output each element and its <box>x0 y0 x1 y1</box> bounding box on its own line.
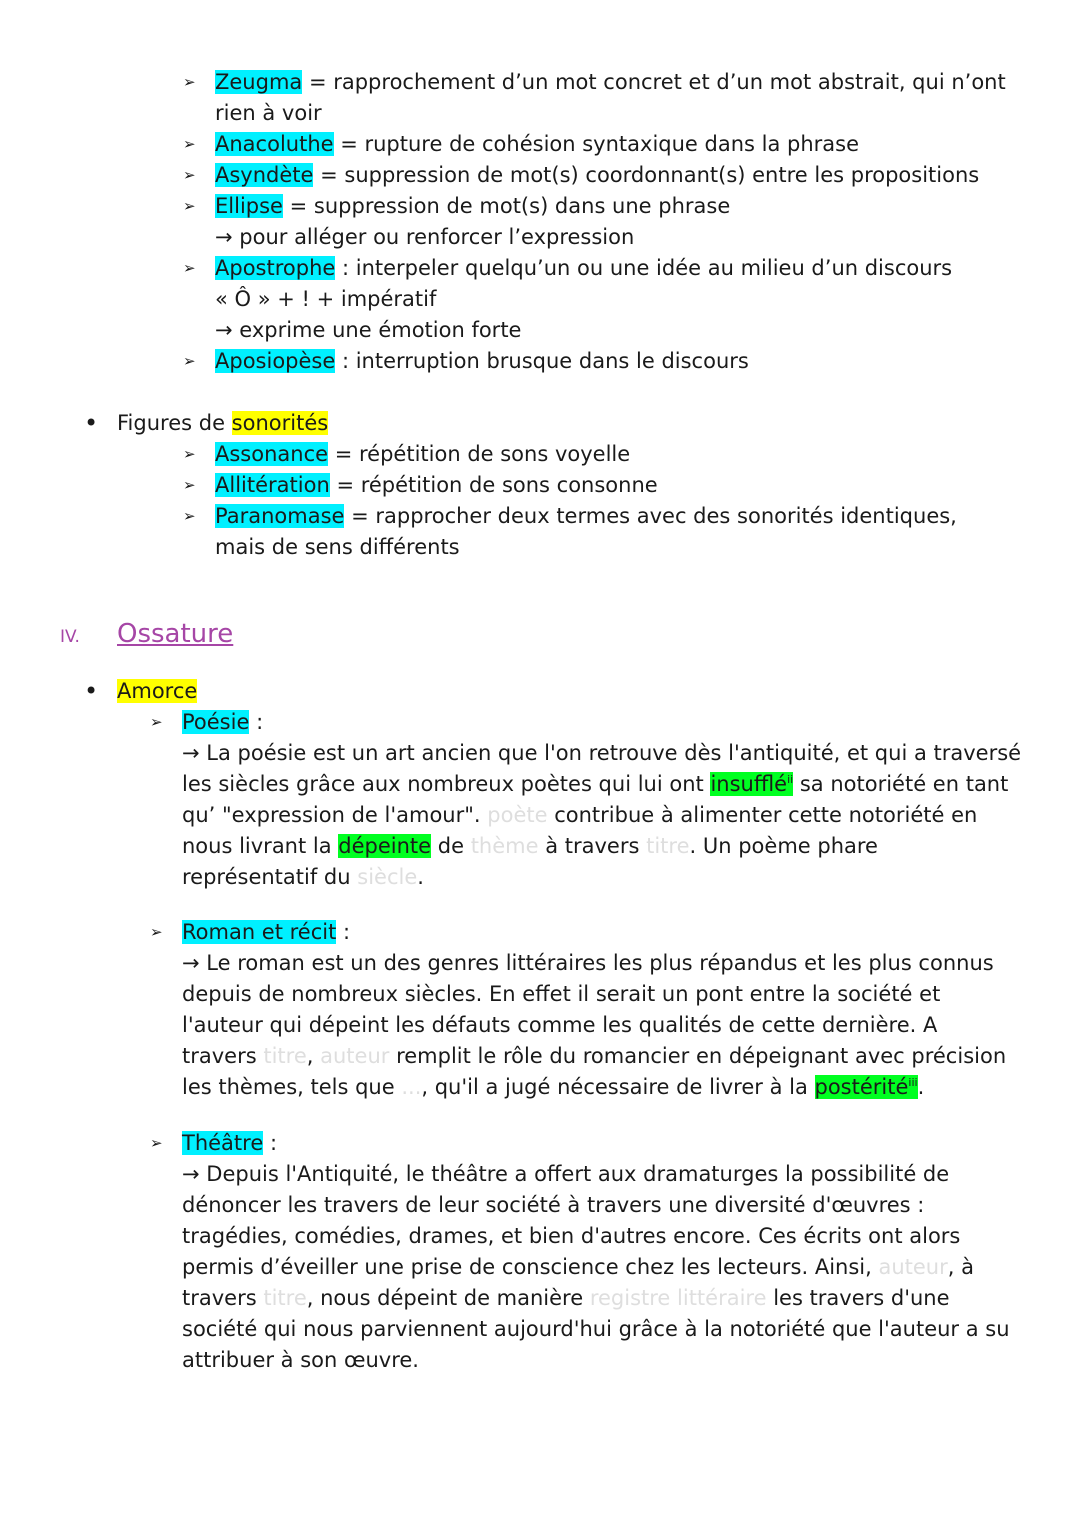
roman-line-5 <box>182 1072 924 1103</box>
ellipse-note: → pour alléger ou renforcer l’expression <box>215 225 635 249</box>
def-anacoluthe: = rupture de cohésion syntaxique dans la phrase <box>333 132 860 156</box>
footnote-ref: ii <box>787 773 794 786</box>
arrow-bullet: ➢ <box>150 923 163 941</box>
text: les travers d'une <box>766 1286 950 1310</box>
apostrophe-note-2: → exprime une émotion forte <box>215 318 522 342</box>
arrow-bullet: ➢ <box>183 352 196 370</box>
roman-line-1: → Le roman est un des genres littéraires les plus répandus et les plus connus <box>182 951 994 975</box>
arrow-bullet: ➢ <box>150 713 163 731</box>
roman-line-3: l'auteur qui dépeint les défauts comme les qualités de cette dernière. A <box>182 1013 938 1037</box>
placeholder-titre: titre <box>263 1286 307 1310</box>
bullet-dot: • <box>84 677 99 705</box>
text: les thèmes, tels que <box>182 1075 402 1099</box>
item-paronomase <box>215 501 957 532</box>
roman-heading <box>182 917 350 948</box>
placeholder-ellipsis: ... <box>401 1075 422 1099</box>
term-alliteration: Allitération <box>215 473 330 497</box>
theatre-label: Théâtre <box>182 1131 264 1155</box>
text: . Un poème phare <box>689 834 878 858</box>
text: qu’ "expression de l'amour". <box>182 803 488 827</box>
placeholder-theme: thème <box>470 834 539 858</box>
arrow-bullet: ➢ <box>183 197 196 215</box>
term-apostrophe: Apostrophe <box>215 256 336 280</box>
theatre-line-1: → Depuis l'Antiquité, le théâtre a offert aux dramaturges la possibilité de <box>182 1162 950 1186</box>
placeholder-registre: registre littéraire <box>589 1286 767 1310</box>
def-alliteration: = répétition de sons consonne <box>329 473 658 497</box>
arrow-bullet: ➢ <box>183 73 196 91</box>
def-paronomase: = rapprocher deux termes avec des sonorités identiques, <box>344 504 957 528</box>
text: les siècles grâce aux nombreux poètes qui lui ont <box>182 772 711 796</box>
text: , qu'il a jugé nécessaire de livrer à la <box>421 1075 815 1099</box>
text: de <box>431 834 471 858</box>
arrow-bullet: ➢ <box>183 259 196 277</box>
footnote-ref: iii <box>908 1076 918 1089</box>
text: contribue à alimenter cette notoriété en <box>547 803 978 827</box>
placeholder-auteur: auteur <box>878 1255 948 1279</box>
arrow-bullet: ➢ <box>183 476 196 494</box>
poesie-line-2 <box>182 769 1008 800</box>
vocab-word: postérité <box>814 1075 909 1099</box>
theatre-line-2: dénoncer les travers de leur société à travers une diversité d'œuvres : <box>182 1193 925 1217</box>
term-ellipse: Ellipse <box>215 194 283 218</box>
amorce-heading <box>117 676 197 707</box>
def-assonance: = répétition de sons voyelle <box>328 442 631 466</box>
vocab-word: insufflé <box>710 772 788 796</box>
text: . <box>917 1075 925 1099</box>
sonorites-prefix: Figures de <box>117 411 232 435</box>
item-zeugma <box>215 67 1006 98</box>
placeholder-titre: titre <box>646 834 690 858</box>
term-anacoluthe: Anacoluthe <box>215 132 334 156</box>
theatre-line-4 <box>182 1252 974 1283</box>
poesie-line-3 <box>182 800 977 831</box>
item-anacoluthe <box>215 129 859 160</box>
text: remplit le rôle du romancier en dépeignant avec précision <box>389 1044 1007 1068</box>
placeholder-siecle: siècle <box>357 865 418 889</box>
text: permis d’éveiller une prise de conscience chez les lecteurs. Ainsi, <box>182 1255 879 1279</box>
apostrophe-note-1: « Ô » + ! + impératif <box>215 287 437 311</box>
theatre-line-6: société qui nous parviennent aujourd'hui grâce à la notoriété que l'auteur a su <box>182 1317 1010 1341</box>
bullet-dot: • <box>84 409 99 437</box>
def-ellipse: = suppression de mot(s) dans une phrase <box>282 194 731 218</box>
text: à travers <box>538 834 647 858</box>
theatre-line-7: attribuer à son œuvre. <box>182 1348 419 1372</box>
vocab-insuffle <box>710 772 793 796</box>
theatre-line-3: tragédies, comédies, drames, et bien d'autres encore. Ces écrits ont alors <box>182 1224 961 1248</box>
def-aposiopese: : interruption brusque dans le discours <box>335 349 749 373</box>
text: sa notoriété en tant <box>793 772 1009 796</box>
def-asyndete: = suppression de mot(s) coordonnant(s) entre les propositions <box>313 163 980 187</box>
term-zeugma: Zeugma <box>215 70 303 94</box>
item-aposiopese <box>215 346 749 377</box>
text: , nous dépeint de manière <box>306 1286 590 1310</box>
poesie-line-4 <box>182 831 878 862</box>
arrow-bullet: ➢ <box>183 166 196 184</box>
text: , à <box>947 1255 974 1279</box>
text: nous livrant la <box>182 834 339 858</box>
item-asyndete <box>215 160 979 191</box>
section-number: IV. <box>60 627 80 647</box>
term-asyndete: Asyndète <box>215 163 314 187</box>
text: travers <box>182 1044 264 1068</box>
def-paronomase-cont: mais de sens différents <box>215 535 460 559</box>
placeholder-poete: poète <box>487 803 548 827</box>
theatre-heading <box>182 1128 277 1159</box>
sonorites-heading <box>117 408 328 439</box>
def-zeugma: = rapprochement d’un mot concret et d’un mot abstrait, qui n’ont <box>302 70 1006 94</box>
text: . <box>417 865 424 889</box>
text: représentatif du <box>182 865 358 889</box>
item-alliteration <box>215 470 658 501</box>
roman-line-2: depuis de nombreux siècles. En effet il serait un pont entre la société et <box>182 982 941 1006</box>
poesie-label: Poésie <box>182 710 250 734</box>
def-zeugma-cont: rien à voir <box>215 101 322 125</box>
text: , <box>306 1044 321 1068</box>
item-ellipse <box>215 191 730 222</box>
text: travers <box>182 1286 264 1310</box>
term-paronomase: Paranomase <box>215 504 345 528</box>
item-apostrophe <box>215 253 952 284</box>
term-assonance: Assonance <box>215 442 329 466</box>
arrow-bullet: ➢ <box>150 1134 163 1152</box>
amorce-label: Amorce <box>117 679 198 703</box>
theatre-line-5 <box>182 1283 950 1314</box>
arrow-bullet: ➢ <box>183 445 196 463</box>
vocab-posterite <box>815 1075 918 1099</box>
poesie-line-1: → La poésie est un art ancien que l'on retrouve dès l'antiquité, et qui a traversé <box>182 741 1022 765</box>
section-title: Ossature <box>117 619 234 649</box>
term-aposiopese: Aposiopèse <box>215 349 336 373</box>
roman-label: Roman et récit <box>182 920 337 944</box>
arrow-bullet: ➢ <box>183 135 196 153</box>
placeholder-auteur: auteur <box>320 1044 390 1068</box>
label-suffix: : <box>263 1131 278 1155</box>
sonorites-highlight: sonorités <box>231 411 329 435</box>
roman-line-4 <box>182 1041 1006 1072</box>
vocab-depeinte: dépeinte <box>338 834 432 858</box>
label-suffix: : <box>249 710 264 734</box>
label-suffix: : <box>336 920 351 944</box>
item-assonance <box>215 439 630 470</box>
poesie-line-5 <box>182 862 424 893</box>
def-apostrophe: : interpeler quelqu’un ou une idée au milieu d’un discours <box>335 256 953 280</box>
placeholder-titre: titre <box>263 1044 307 1068</box>
poesie-heading <box>182 707 263 738</box>
arrow-bullet: ➢ <box>183 507 196 525</box>
